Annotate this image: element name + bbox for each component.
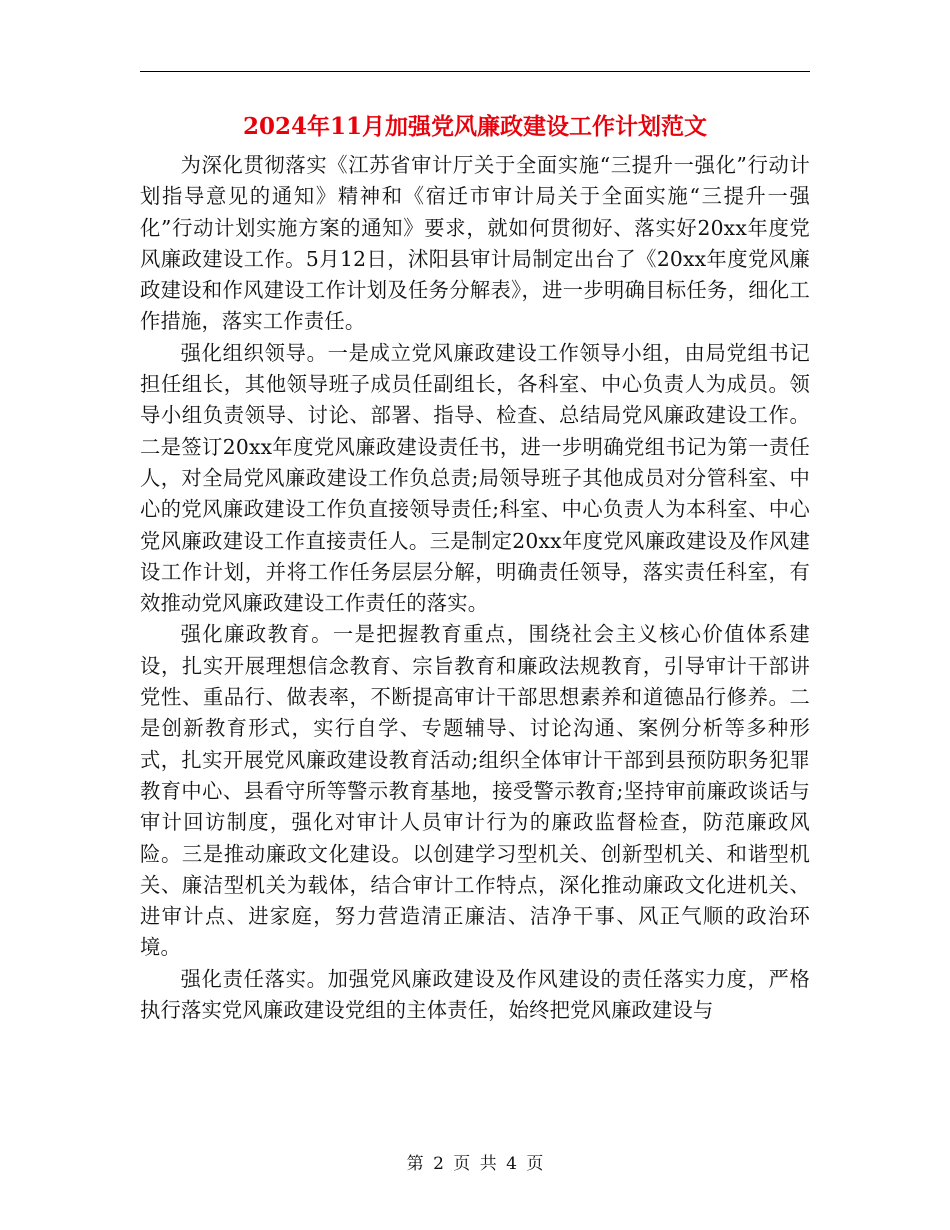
header-rule	[140, 71, 810, 72]
paragraph-education: 强化廉政教育。一是把握教育重点，围绕社会主义核心价值体系建设，扎实开展理想信念教育、宗旨教育和廉政法规教育，引导审计干部讲党性、重品行、做表率，不断提高审计干部思想素养和道德品行修养。二是创新教育形式，实行自学、专题辅导、讨论沟通、案例分析等多种形式，扎实开展党风廉政建设教育活动;组织全体审计干部到县预防职务犯罪教育中心、县看守所等警示教育基地，接受警示教育;坚持审前廉政谈话与审计回访制度，强化对审计人员审计行为的廉政监督检查，防范廉政风险。三是推动廉政文化建设。以创建学习型机关、创新型机关、和谐型机关、廉洁型机关为载体，结合审计工作特点，深化推动廉政文化进机关、进审计点、进家庭，努力营造清正廉洁、洁净干事、风正气顺的政治环境。	[140, 622, 810, 960]
document-title: 2024年11月加强党风廉政建设工作计划范文	[242, 113, 708, 140]
page-number: 第 2 页 共 4 页	[406, 1154, 544, 1174]
document-body	[140, 150, 810, 1026]
paragraph-responsibility: 强化责任落实。加强党风廉政建设及作风建设的责任落实力度，严格执行落实党风廉政建设党组的主体责任，始终把党风廉政建设与	[140, 966, 810, 1023]
paragraph-intro: 为深化贯彻落实《江苏省审计厅关于全面实施“三提升一强化”行动计划指导意见的通知》精神和《宿迁市审计局关于全面实施“三提升一强化”行动计划实施方案的通知》要求，就如何贯彻好、落实好20xx年度党风廉政建设工作。5月12日，沭阳县审计局制定出台了《20xx年度党风廉政建设和作风建设工作计划及任务分解表》，进一步明确目标任务，细化工作措施，落实工作责任。	[140, 153, 810, 334]
paragraph-organization: 强化组织领导。一是成立党风廉政建设工作领导小组，由局党组书记担任组长，其他领导班子成员任副组长，各科室、中心负责人为成员。领导小组负责领导、讨论、部署、指导、检查、总结局党风廉政建设工作。二是签订20xx年度党风廉政建设责任书，进一步明确党组书记为第一责任人，对全局党风廉政建设工作负总责;局领导班子其他成员对分管科室、中心的党风廉政建设工作负直接领导责任;科室、中心负责人为本科室、中心党风廉政建设工作直接责任人。三是制定20xx年度党风廉政建设及作风建设工作计划，并将工作任务层层分解，明确责任领导，落实责任科室，有效推动党风廉政建设工作责任的落实。	[140, 340, 810, 616]
